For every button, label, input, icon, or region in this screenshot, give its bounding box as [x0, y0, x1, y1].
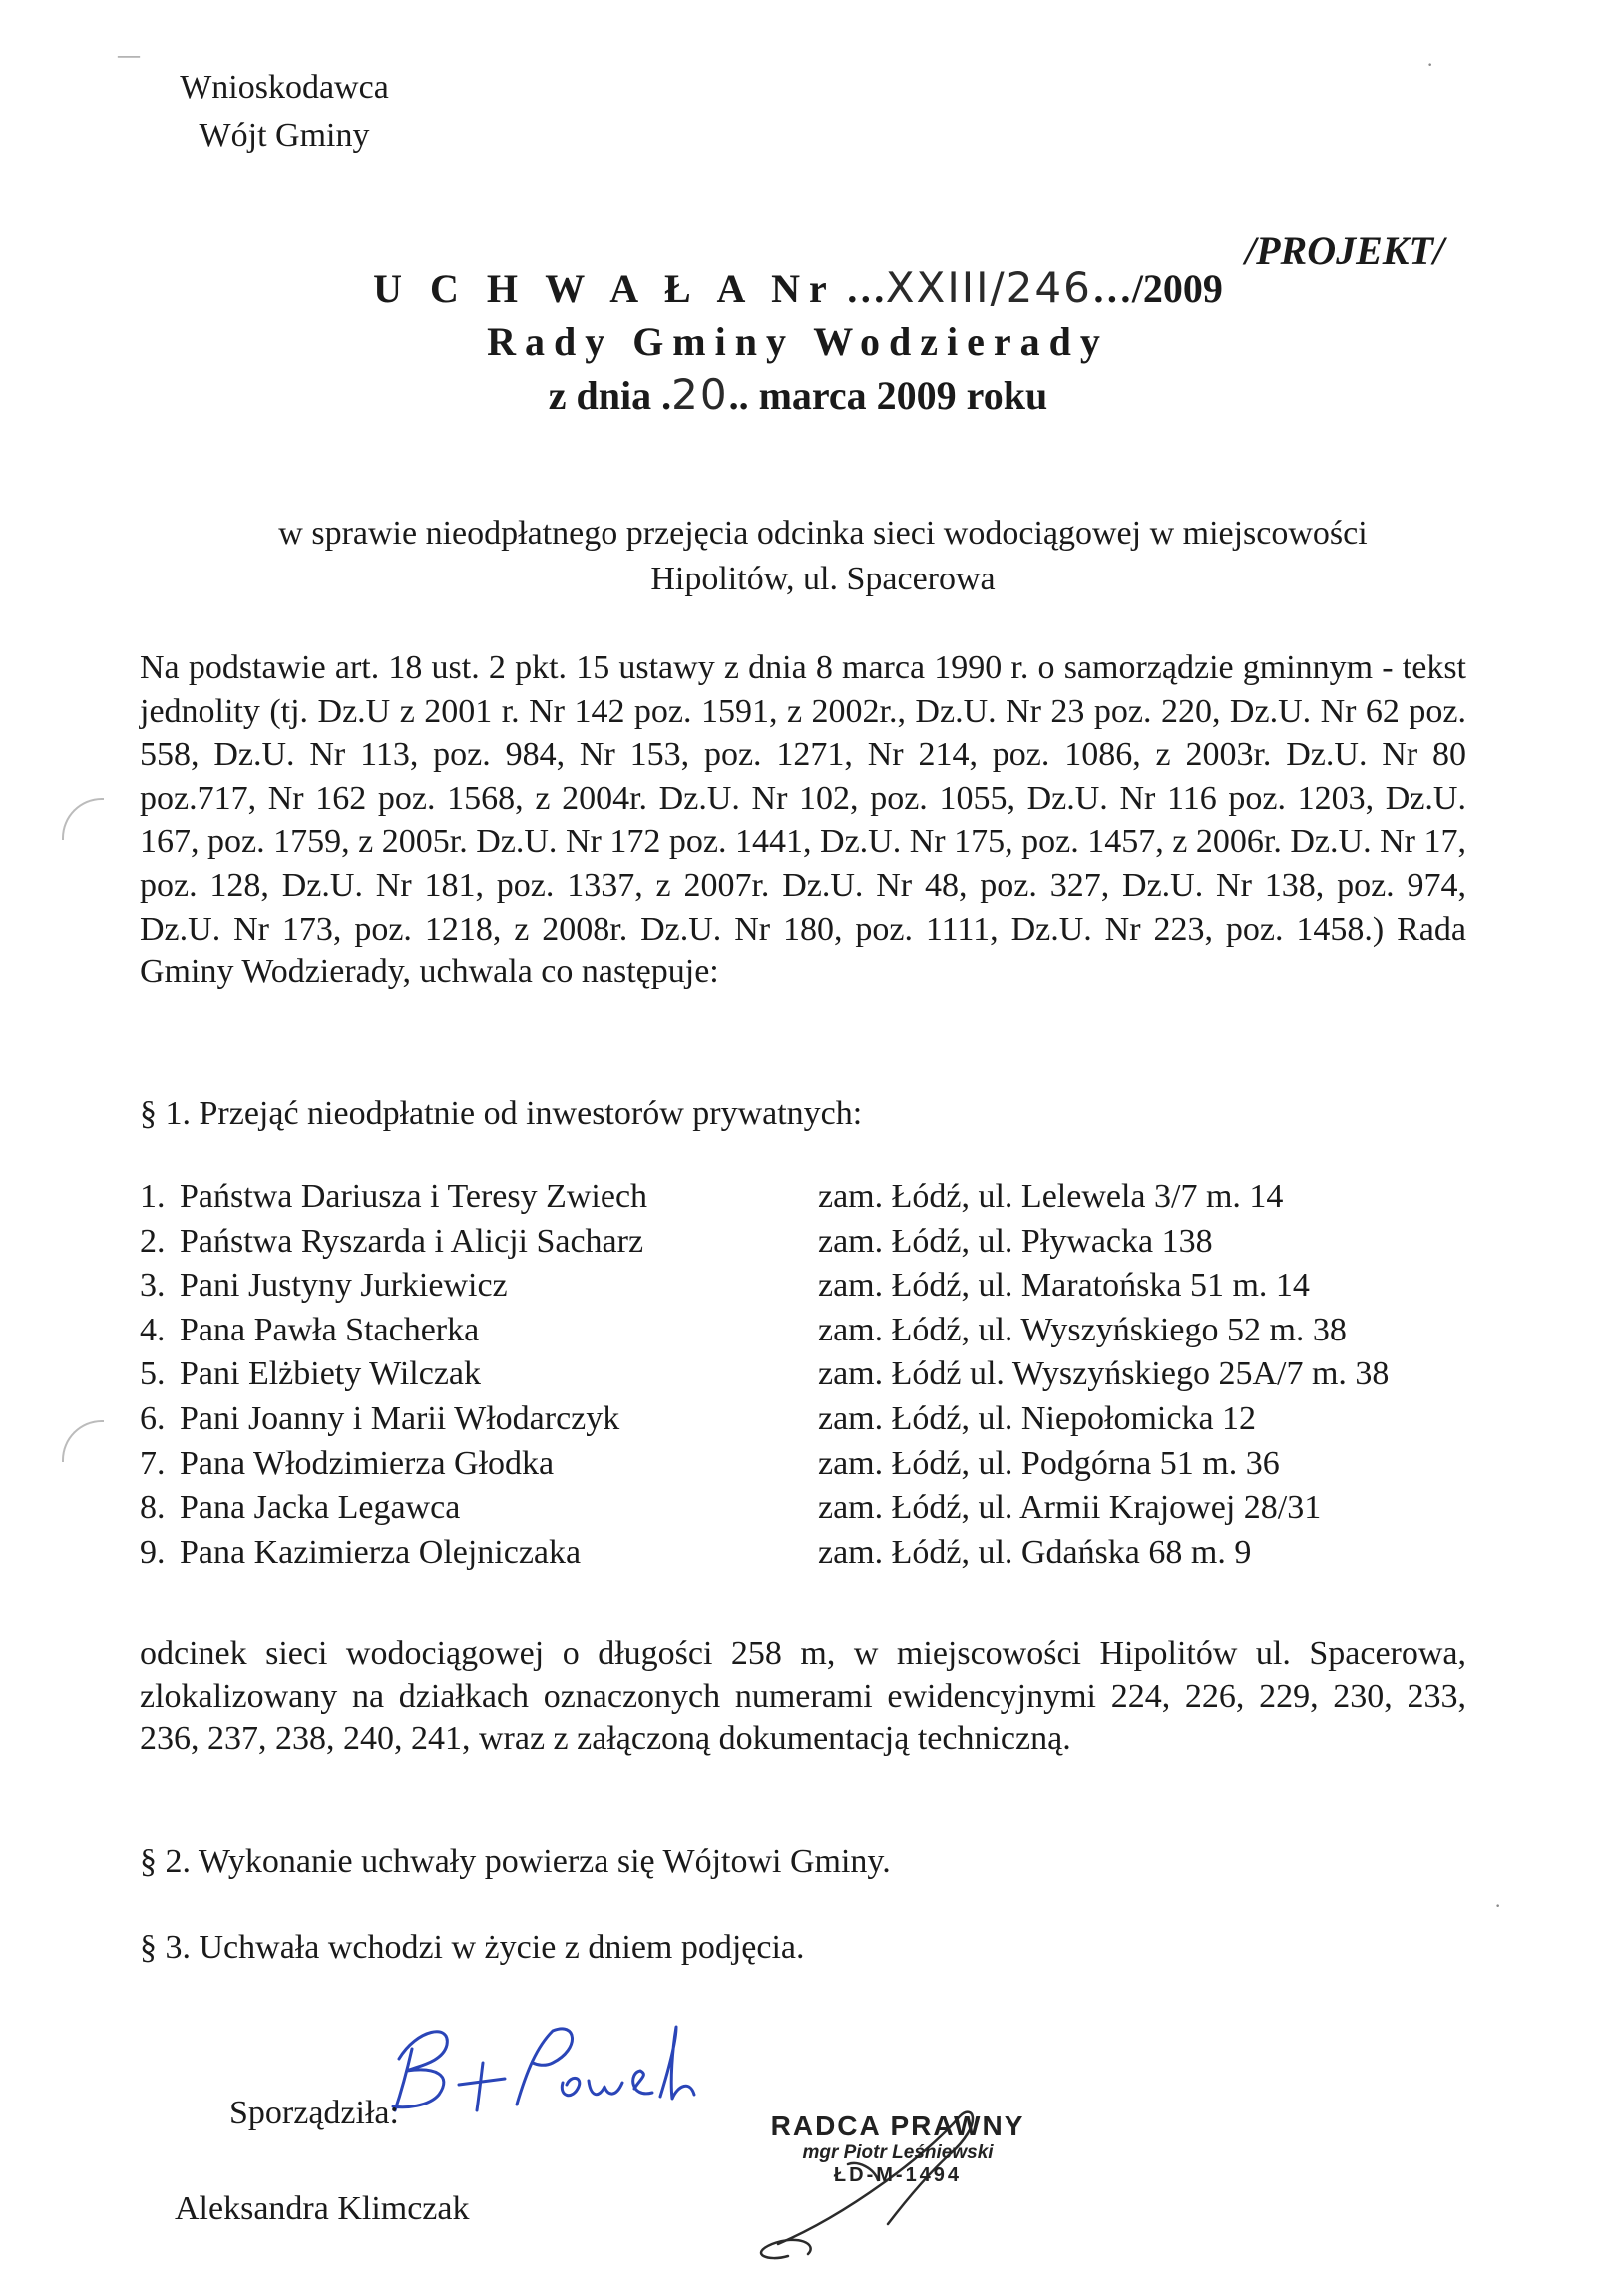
stamp-number: ŁD-M-1494: [833, 2164, 963, 2186]
applicant-label: Wnioskodawca: [180, 69, 389, 106]
investor-name: Pani Joanny i Marii Włodarczyk: [180, 1399, 620, 1437]
investors-list: [140, 1175, 1476, 1575]
stamp-name: mgr Piotr Leśniewski: [802, 2142, 994, 2163]
investor-address: zam. Łódź, ul. Wyszyńskiego 52 m. 38: [818, 1311, 1347, 1348]
scan-mark: ·: [1426, 52, 1434, 77]
investor-name: Pana Pawła Stacherka: [180, 1311, 480, 1348]
item-number: 1.: [140, 1178, 166, 1215]
list-item: [140, 1352, 1476, 1397]
item-number: 9.: [140, 1533, 166, 1571]
investor-name: Pani Elżbiety Wilczak: [180, 1355, 482, 1393]
prepared-by-name: Aleksandra Klimczak: [175, 2190, 470, 2227]
section-1-heading: § 1. Przejąć nieodpłatnie od inwestorów prywatnych:: [140, 1095, 863, 1132]
item-number: 7.: [140, 1444, 166, 1482]
subject-line-1: w sprawie nieodpłatnego przejęcia odcinka sieci wodociągowej w miejscowości: [278, 515, 1368, 552]
signature-scribble: [377, 2001, 706, 2120]
investor-name: Państwa Ryszarda i Alicji Sacharz: [180, 1222, 644, 1260]
date-prefix: z dnia .: [548, 373, 672, 418]
investor-address: zam. Łódź, ul. Podgórna 51 m. 36: [818, 1444, 1280, 1482]
investor-address: zam. Łódź, ul. Maratońska 51 m. 14: [818, 1267, 1310, 1305]
list-item: [140, 1486, 1476, 1531]
list-item: [140, 1175, 1476, 1220]
punch-hole-mark: [62, 798, 104, 840]
section-3: § 3. Uchwała wchodzi w życie z dniem podjęcia.: [140, 1929, 805, 1966]
investor-address: zam. Łódź ul. Wyszyńskiego 25A/7 m. 38: [818, 1355, 1390, 1393]
date-suffix: .. marca 2009 roku: [728, 373, 1048, 418]
legal-counsel-stamp: [758, 2110, 1037, 2187]
applicant-office: Wójt Gminy: [199, 117, 370, 154]
subject-line-2: Hipolitów, ul. Spacerowa: [650, 561, 996, 597]
title-prefix: U C H W A Ł A Nr: [373, 266, 836, 311]
item-number: 6.: [140, 1399, 166, 1437]
signature: [377, 2001, 706, 2125]
investor-address: zam. Łódź, ul. Lelewela 3/7 m. 14: [818, 1178, 1284, 1215]
investor-address: zam. Łódź, ul. Pływacka 138: [818, 1222, 1213, 1260]
list-item: [140, 1531, 1476, 1576]
list-item: [140, 1220, 1476, 1265]
title-date: [299, 368, 1297, 422]
title-line-1: U C H W A Ł A Nr …XXIII/246…/2009: [373, 263, 1223, 312]
projekt-label: /PROJEKT/: [1245, 228, 1445, 273]
investor-name: Pana Włodzimierza Głodka: [180, 1444, 555, 1482]
legal-basis-paragraph: Na podstawie art. 18 ust. 2 pkt. 15 ustawy z dnia 8 marca 1990 r. o samorządzie gminnym - tekst jednolity (tj. Dz.U z 2001 r. Nr 142 poz. 1591, z 2002r., Dz.U. Nr 23 poz. 220, Dz.U. Nr 62 poz. 558, Dz.U. Nr 113, poz. 984, Nr 153, poz. 1271, Nr 214, poz. 1086, z 2003r. Dz.U. Nr 80 poz.717, Nr 162 poz. 1568, z 2004r. Dz.U. Nr 102, poz. 1055, Dz.U. Nr 116 poz. 1203, Dz.U. 167, poz. 1759, z 2005r. Dz.U. Nr 172 poz. 1441, Dz.U. Nr 175, poz. 1457, z 2006r. Dz.U. Nr 17, poz. 128, Dz.U. Nr 181, poz. 1337, z 2007r. Dz.U. Nr 48, poz. 327, Dz.U. Nr 138, poz. 974, Dz.U. Nr 173, poz. 1218, z 2008r. Dz.U. Nr 180, poz. 1111, Dz.U. Nr 223, poz. 1458.) Rada Gminy Wodzierady, uchwala co następuje:: [140, 649, 1466, 991]
stamp-title: RADCA PRAWNY: [770, 2110, 1025, 2141]
scan-mark: ·: [1494, 1893, 1502, 1918]
punch-hole-mark: [62, 1420, 104, 1462]
investor-name: Państwa Dariusza i Teresy Zwiech: [180, 1178, 648, 1215]
handwritten-day: 20: [671, 370, 729, 419]
council-name: Rady Gminy Wodzierady: [487, 319, 1109, 364]
prepared-by-label: Sporządziła:: [229, 2095, 399, 2131]
title-year: /2009: [1131, 266, 1223, 311]
investor-name: Pani Justyny Jurkiewicz: [180, 1267, 508, 1305]
investor-address: zam. Łódź, ul. Niepołomicka 12: [818, 1399, 1257, 1437]
list-item: [140, 1264, 1476, 1309]
investor-name: Pana Jacka Legawca: [180, 1489, 461, 1527]
list-item: [140, 1442, 1476, 1487]
item-number: 8.: [140, 1489, 166, 1527]
scan-mark: —: [118, 42, 140, 67]
applicant-block: [165, 64, 404, 160]
closing-paragraph: odcinek sieci wodociągowej o długości 258 m, w miejscowości Hipolitów ul. Spacerowa, zlokalizowany na działkach oznaczonych numerami ewidencyjnymi 224, 226, 229, 230, 233, 236, 237, 238, 240, 241, wraz z załączoną dokumentacją techniczną.: [140, 1635, 1466, 1757]
investor-address: zam. Łódź, ul. Armii Krajowej 28/31: [818, 1489, 1322, 1527]
handwritten-number: XXIII/246: [885, 263, 1092, 312]
item-number: 5.: [140, 1355, 166, 1393]
list-item: [140, 1397, 1476, 1442]
resolution-subject: [200, 511, 1446, 602]
investor-address: zam. Łódź, ul. Gdańska 68 m. 9: [818, 1533, 1252, 1571]
list-item: [140, 1309, 1476, 1353]
section-2: § 2. Wykonanie uchwały powierza się Wójtowi Gminy.: [140, 1843, 891, 1880]
investor-name: Pana Kazimierza Olejniczaka: [180, 1533, 582, 1571]
item-number: 4.: [140, 1311, 166, 1348]
item-number: 2.: [140, 1222, 166, 1260]
resolution-title: [299, 261, 1297, 422]
item-number: 3.: [140, 1267, 166, 1305]
